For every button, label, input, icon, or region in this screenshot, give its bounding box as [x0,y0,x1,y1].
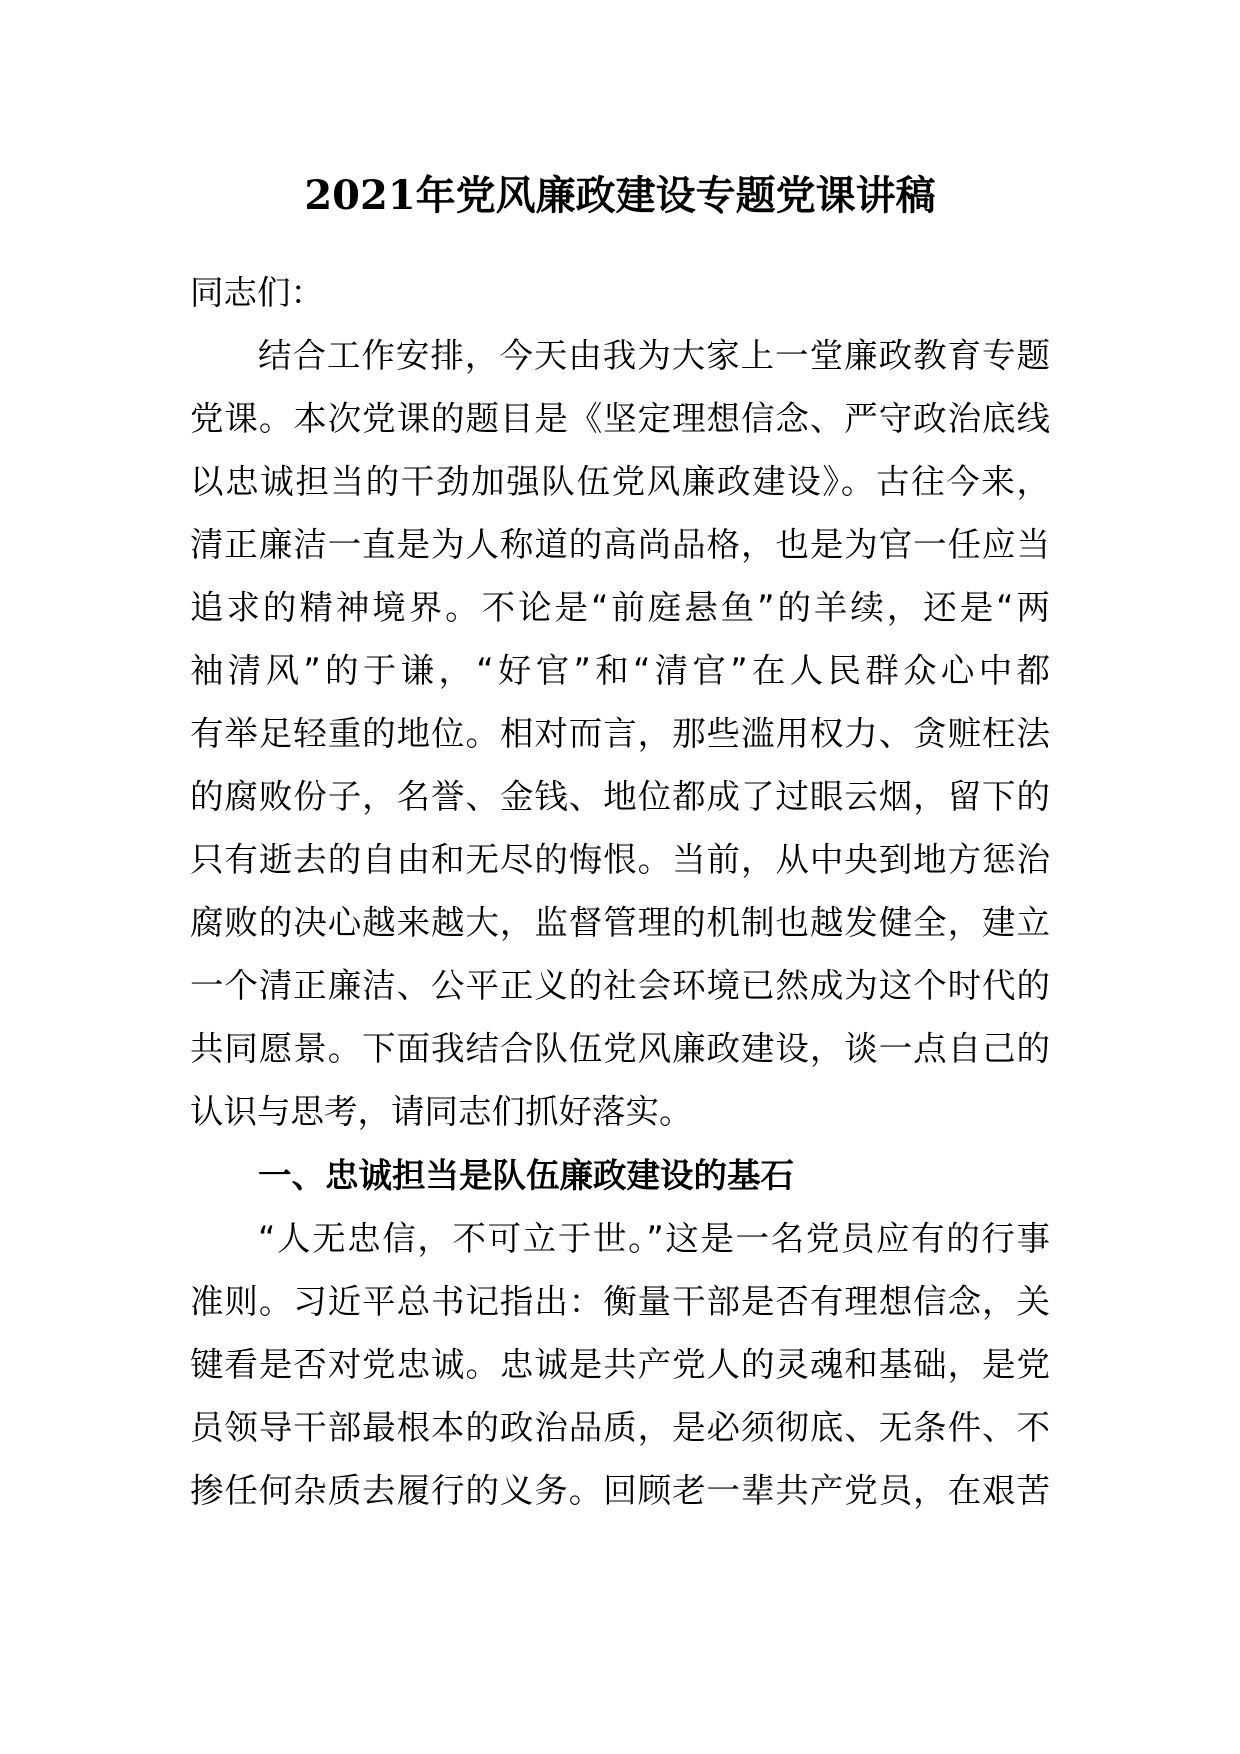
paragraph-line: “人无忠信，不可立于世。”这是一名党员应有的行事 [258,1219,1050,1258]
paragraph-line: 追求的精神境界。不论是“前庭悬鱼”的羊续，还是“两 [190,588,1050,627]
page-title: 2021年党风廉政建设专题党课讲稿 [304,172,936,219]
paragraph-line: 清正廉洁一直是为人称道的高尚品格，也是为官一任应当 [190,525,1050,564]
salutation: 同志们： [190,273,324,312]
paragraph-line: 以忠诚担当的干劲加强队伍党风廉政建设》。古往今来， [190,462,1050,501]
paragraph-line: 袖清风”的于谦，“好官”和“清官”在人民群众心中都 [190,651,1050,690]
paragraph-line: 结合工作安排，今天由我为大家上一堂廉政教育专题 [258,336,1050,375]
paragraph-line: 认识与思考，请同志们抓好落实。 [190,1092,693,1131]
paragraph-line: 共同愿景。下面我结合队伍党风廉政建设，谈一点自己的 [190,1029,1050,1068]
paragraph-line: 掺任何杂质去履行的义务。回顾老一辈共产党员，在艰苦 [190,1471,1050,1510]
paragraph-line: 员领导干部最根本的政治品质，是必须彻底、无条件、不 [190,1408,1050,1447]
paragraph-line: 党课。本次党课的题目是《坚定理想信念、严守政治底线 [190,399,1050,438]
paragraph-line: 腐败的决心越来越大，监督管理的机制也越发健全，建立 [190,903,1050,942]
section-heading: 一、忠诚担当是队伍廉政建设的基石 [258,1156,794,1195]
paragraph-line: 的腐败份子，名誉、金钱、地位都成了过眼云烟，留下的 [190,777,1050,816]
paragraph-line: 准则。习近平总书记指出：衡量干部是否有理想信念，关 [190,1282,1050,1321]
paragraph-line: 一个清正廉洁、公平正义的社会环境已然成为这个时代的 [190,966,1050,1005]
paragraph-line: 有举足轻重的地位。相对而言，那些滥用权力、贪赃枉法 [190,714,1050,753]
paragraph-line: 只有逝去的自由和无尽的悔恨。当前，从中央到地方惩治 [190,840,1050,879]
paragraph-line: 键看是否对党忠诚。忠诚是共产党人的灵魂和基础，是党 [190,1345,1050,1384]
